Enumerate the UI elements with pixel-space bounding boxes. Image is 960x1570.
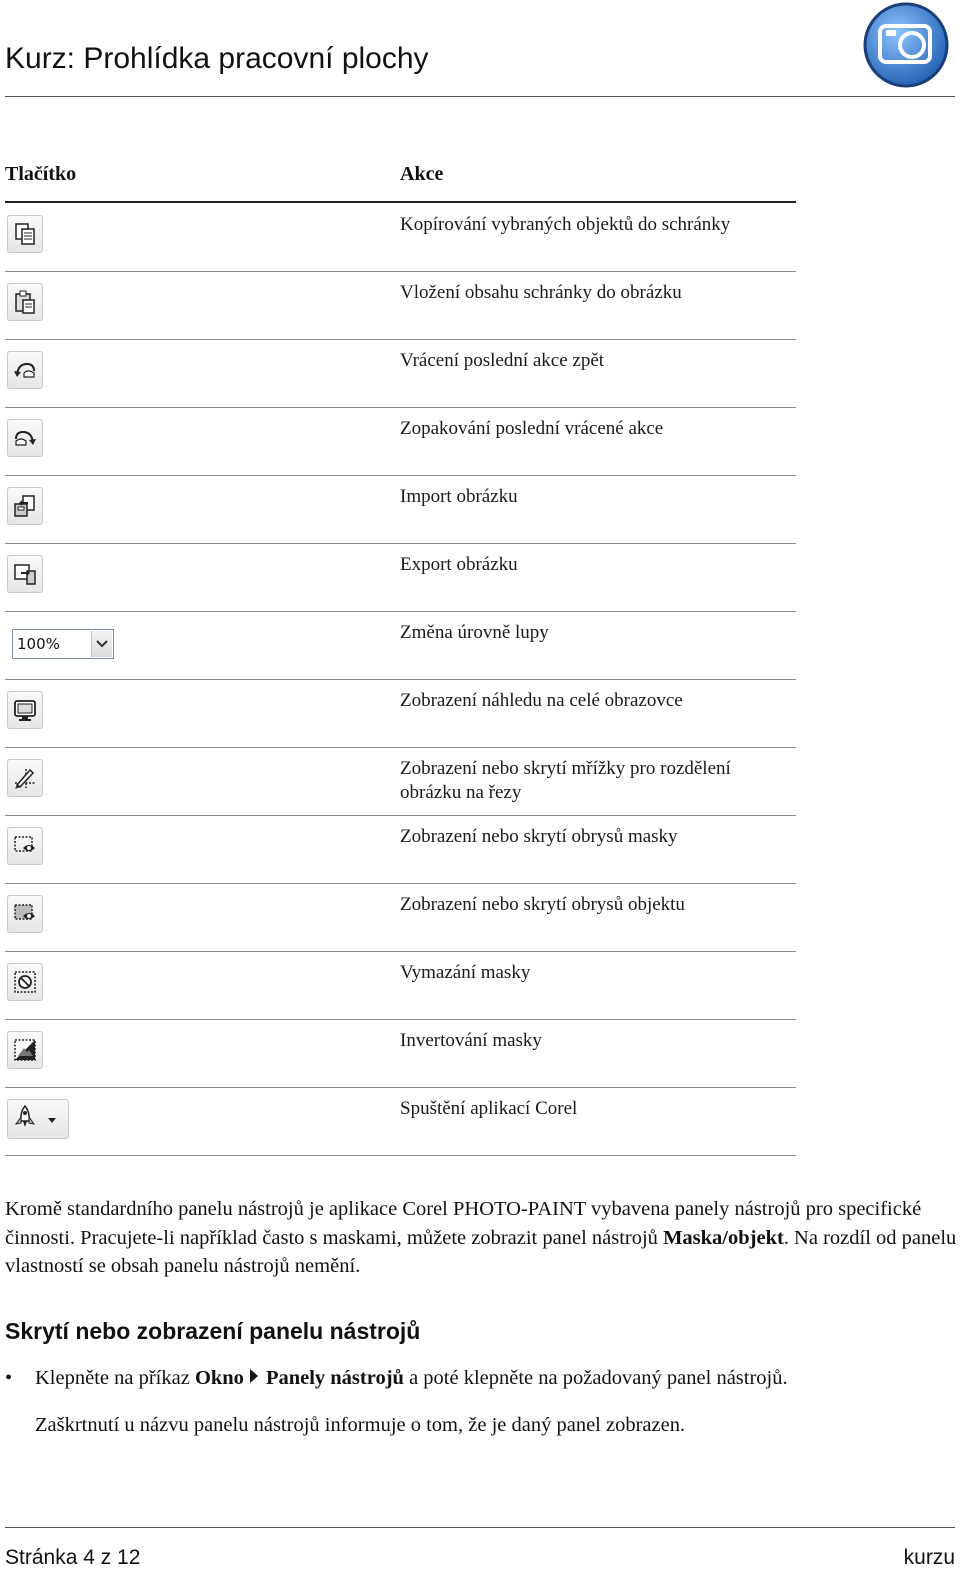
menu-panely-nastroju: Panely nástrojů [265,1367,404,1389]
paste-icon[interactable] [7,283,43,321]
page-title: Kurz: Prohlídka pracovní plochy [5,42,429,75]
column-header-action: Akce [400,163,444,185]
row-action: Zobrazení nebo skrytí obrysů masky [400,826,678,847]
header-divider [5,96,955,97]
row-action: Změna úrovně lupy [400,622,549,643]
footer-divider [5,1527,955,1528]
row-action: Zobrazení náhledu na celé obrazovce [400,690,683,711]
row-action: Vymazání masky [400,962,531,983]
row-action: Export obrázku [400,554,518,575]
step-text: Klepněte na příkaz [35,1367,195,1389]
menu-okno: Okno [194,1367,244,1389]
table-row [5,543,796,612]
section-title: Skrytí nebo zobrazení panelu nástrojů [5,1318,421,1344]
table-row [5,203,796,272]
table-row [5,883,796,952]
row-action: Import obrázku [400,486,518,507]
bullet-mark: • [5,1367,13,1389]
note-text: Zaškrtnutí u názvu panelu nástrojů informuje o tom, že je daný panel zobrazen. [35,1414,686,1436]
table-row [5,951,796,1020]
row-action: Spuštění aplikací Corel [400,1098,578,1119]
row-action: Zopakování poslední vrácené akce [400,418,664,439]
copy-icon[interactable] [7,215,43,253]
full-screen-preview-icon[interactable] [7,691,43,729]
import-icon[interactable] [7,487,43,525]
table-row [5,1019,796,1088]
export-icon[interactable] [7,555,43,593]
corel-photo-paint-camera-icon [862,2,950,88]
intro-paragraph [5,1195,957,1281]
redo-icon[interactable] [7,419,43,457]
step-text: a poté klepněte na požadovaný panel nástrojů. [403,1367,788,1389]
table-row [5,407,796,476]
row-action: Kopírování vybraných objektů do schránky [400,214,731,235]
slice-grid-icon[interactable] [7,759,43,797]
row-action: Zobrazení nebo skrytí mřížky pro rozdělení obrázku na řezy [400,758,731,803]
table-row [5,271,796,340]
paragraph-text: Kromě standardního panelu nástrojů je aplikace Corel PHOTO-PAINT vybavena panely nástrojů pro specifické činnosti. Pracujete-li například často s maskami, můžete zobrazit panel nástrojů [5,1198,922,1249]
row-action: Vrácení poslední akce zpět [400,350,605,371]
column-header-button: Tlačítko [5,163,77,185]
table-row [5,339,796,408]
menu-arrow-icon [250,1369,258,1383]
paragraph-bold-term: Maska/objekt [663,1226,784,1249]
object-marquee-icon[interactable] [7,895,43,933]
invert-mask-icon[interactable] [7,1031,43,1069]
undo-icon[interactable] [7,351,43,389]
table-row [5,747,796,816]
zoom-level-value: 100% [17,635,60,653]
table-row [5,679,796,748]
paragraph-text: . Na rozdíl od panelu vlastností se obsah panelu nástrojů nemění. [5,1226,957,1277]
application-launcher-button[interactable] [7,1099,69,1139]
footer-label: kurzu [903,1546,955,1569]
table-row [5,815,796,884]
row-action: Zobrazení nebo skrytí obrysů objektu [400,894,685,915]
caret-down-icon [48,1110,56,1128]
row-action: Vložení obsahu schránky do obrázku [400,282,682,303]
application-launcher-icon [12,1104,38,1135]
zoom-level-select[interactable] [12,629,114,659]
table-row [5,475,796,544]
table-row [5,611,796,680]
page-number: Stránka 4 z 12 [5,1546,141,1569]
row-action: Invertování masky [400,1030,542,1051]
remove-mask-icon[interactable] [7,963,43,1001]
chevron-down-icon[interactable] [91,631,112,657]
mask-marquee-icon[interactable] [7,827,43,865]
table-row [5,1087,796,1156]
